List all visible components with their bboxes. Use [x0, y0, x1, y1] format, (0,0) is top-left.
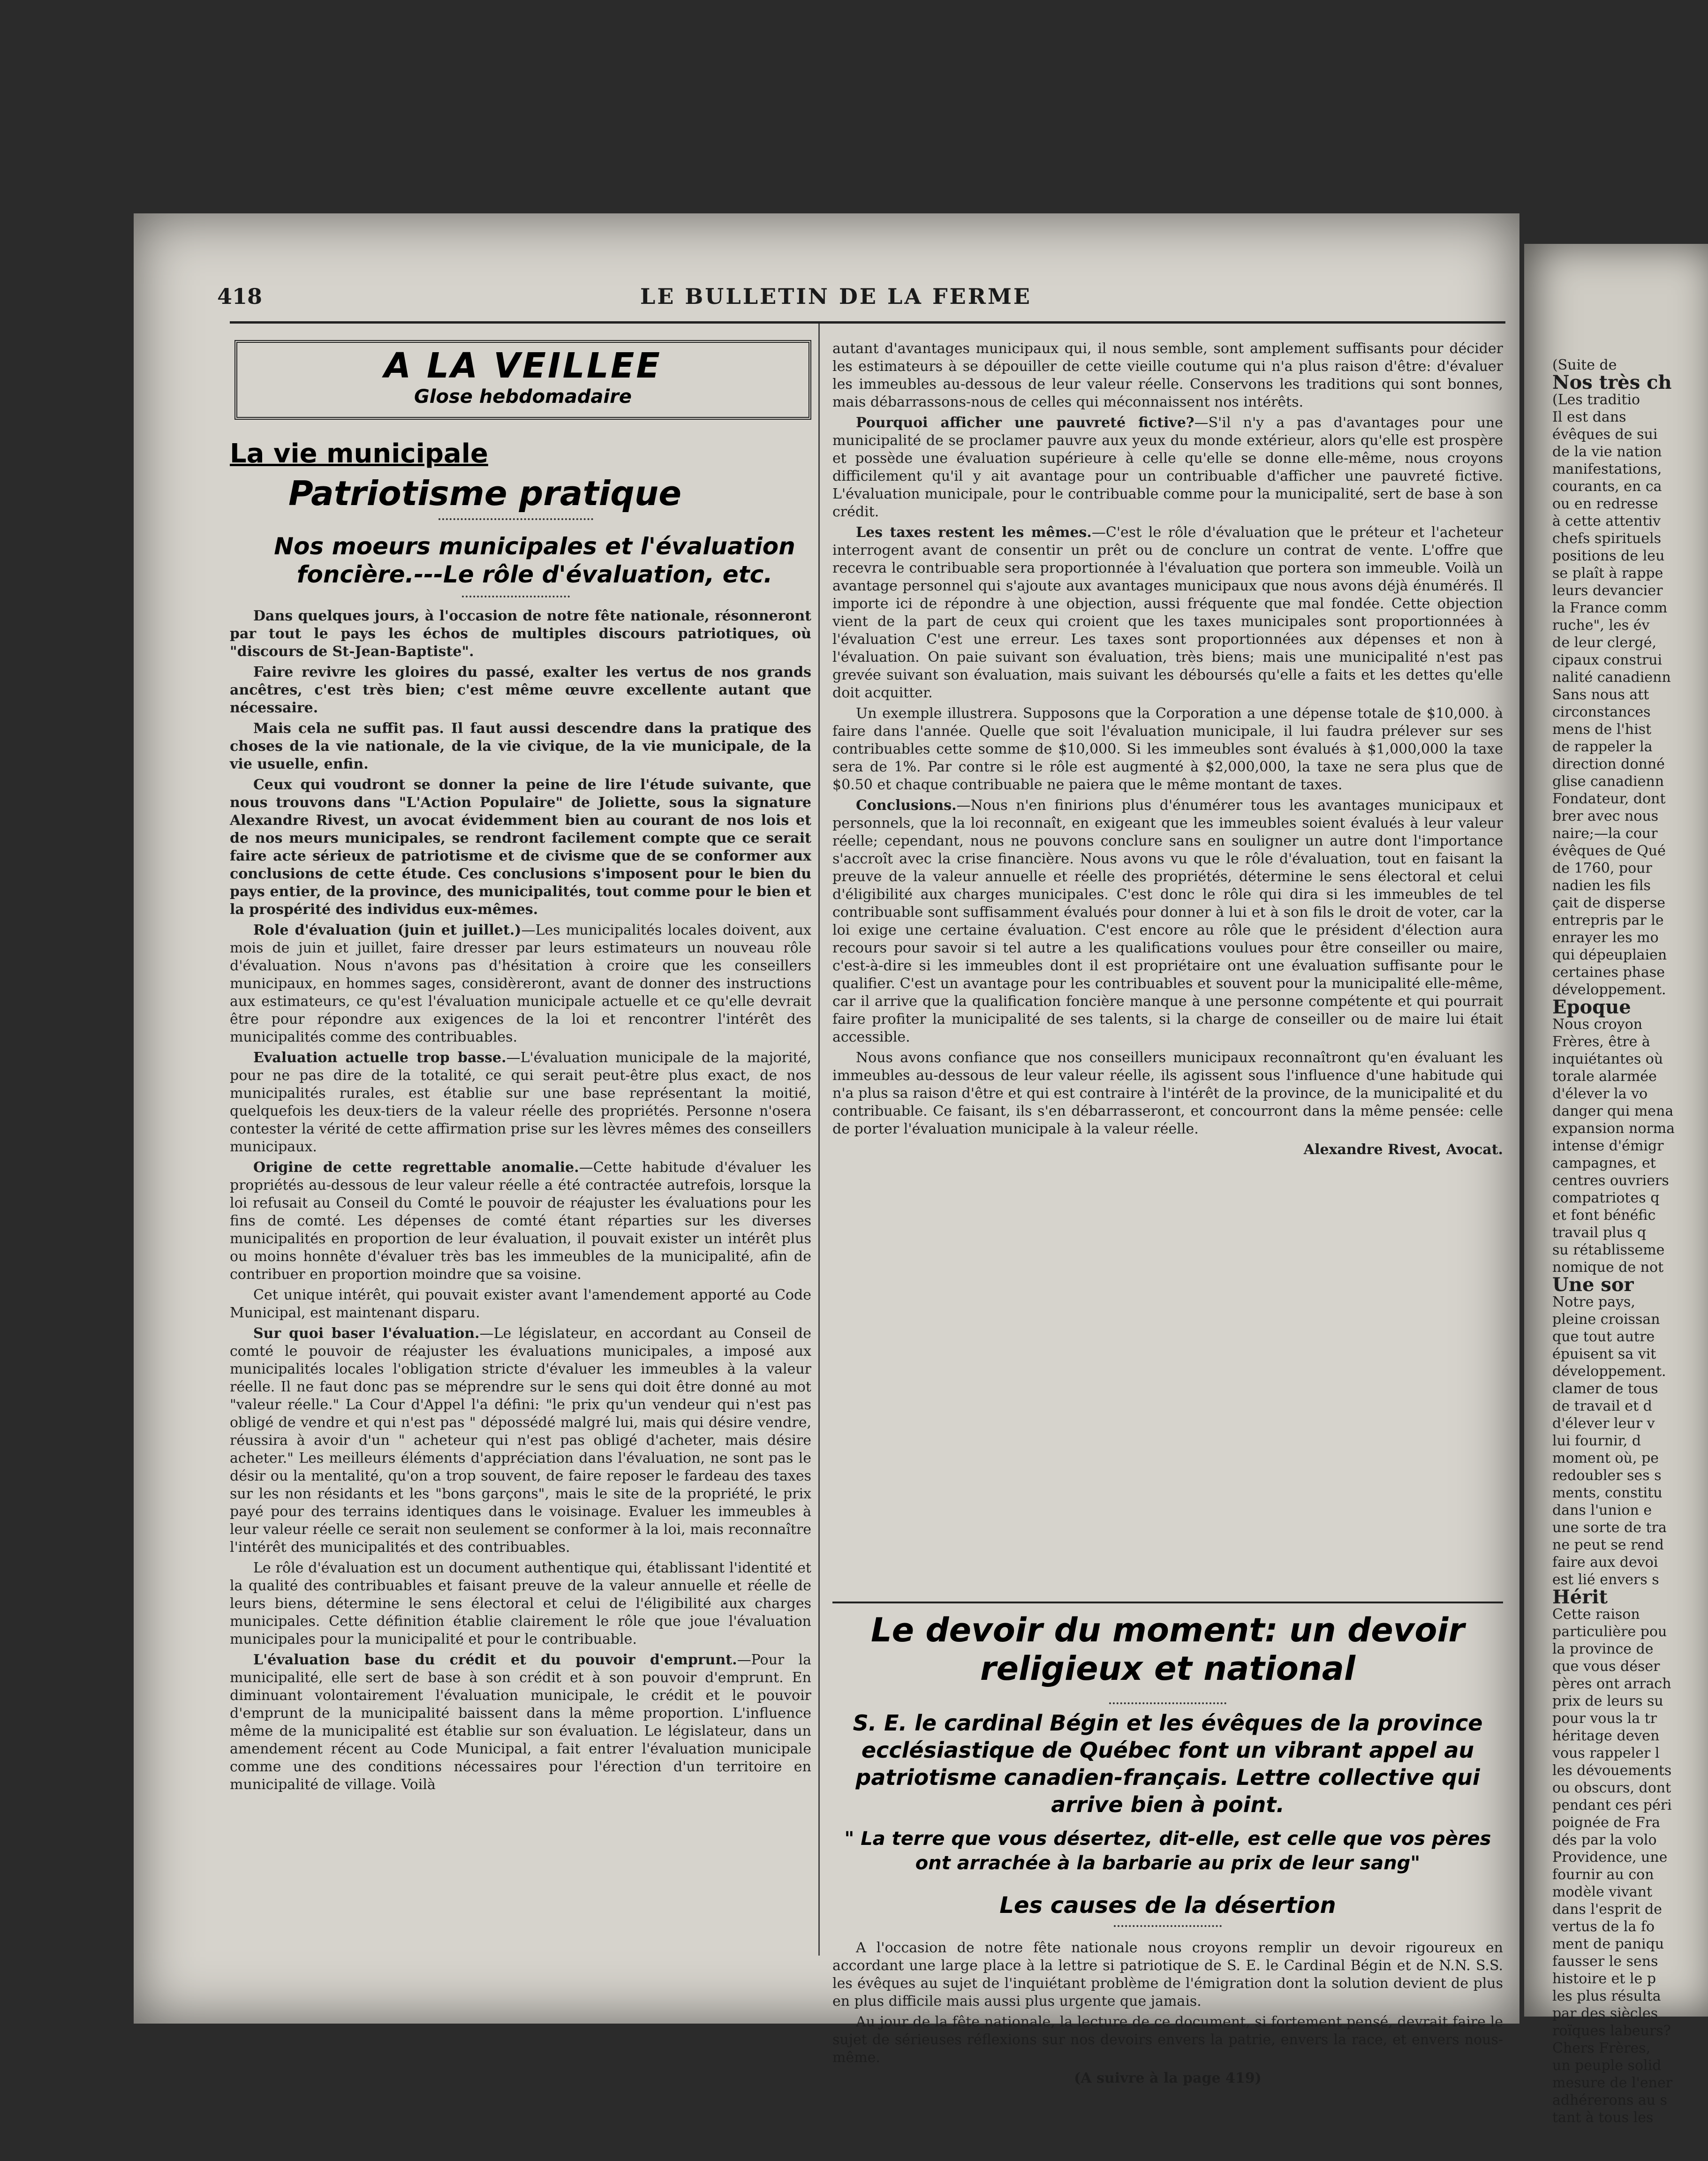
facing-page-line: su rétablisseme — [1552, 1242, 1665, 1258]
ornament-rule — [438, 514, 593, 520]
ornament-rule — [1114, 1920, 1222, 1927]
facing-page-line: mesure de l'ener — [1552, 2075, 1673, 2091]
article2-section: Les causes de la désertion — [999, 1892, 1336, 1919]
facing-page-line: danger qui mena — [1552, 1103, 1674, 1119]
facing-page-line: (Les traditio — [1552, 392, 1640, 408]
paragraph-lead: Origine de cette regrettable anomalie. — [253, 1159, 579, 1176]
facing-page-line: inquiétantes où — [1552, 1051, 1663, 1067]
facing-page-line: Cette raison — [1552, 1606, 1640, 1623]
ornament-rule — [1109, 1698, 1226, 1704]
paragraph-text: —L'évaluation municipale de la majorité, pour ne pas dire de la totalité, ce qui serait peut-être plus exact, de nos municipalités rurales, est établie sur une base représentant la moitié, quelquefois les deux-tiers de la valeur réelle des propriétés. Personne n'osera contester la vérité de cette affirmation prise sur les lèvres mêmes des conseillers municipaux. — [230, 1050, 811, 1155]
facing-page-line: que vous déser — [1552, 1658, 1660, 1675]
facing-page-line: la province de — [1552, 1641, 1654, 1657]
facing-page-line: par des siècles — [1552, 2005, 1658, 2022]
facing-page-line: et font bénéfic — [1552, 1207, 1656, 1224]
facing-page-line: campagnes, et — [1552, 1155, 1656, 1171]
facing-page-line: Une sor — [1552, 1274, 1634, 1296]
facing-page-line: épuisent sa vit — [1552, 1346, 1656, 1362]
paragraph-text: —Nous n'en finirions plus d'énumérer tous les avantages municipaux et personnels, que la loi reconnaît, en exigeant que les immeubles soient évalués à leur valeur réelle; cependant, nous ne pouvons conclure sans en souligner un autre dont l'importance s'accroît avec la crise financière. Nous avons vu que le rôle d'évaluation, tout en faisant la preuve de la valeur annuelle et réelle des propriétés, détermine le sens électoral et celui d'éligibilité aux charges municipales. C'est donc le rôle qui dira si les immeubles de tel contribuable sont suffisamment évalués pour donner à lui et à son fils le droit de voter, car la loi exige une certaine évaluation. C'est encore au rôle que le président d'élection aura recours pour savoir si tel autre a les qualifications voulues pour être conseiller ou maire, c'est-à-dire si les immeubles dont il est propriétaire ont une évaluation suffisante pour le qualifier. C'est un avantage pour les contribuables et souvent pour la municipalité elle-même, car il arrive que la qualification foncière manque à une personne compétente et qui pourrait faire profiter la municipalité de ses talents, si la charge de conseiller ou de maire lui était accessible. — [832, 797, 1503, 1045]
facing-page-line: expansion norma — [1552, 1120, 1675, 1137]
facing-page-text — [1552, 356, 1707, 2126]
body-paragraph: A l'occasion de notre fête nationale nous croyons remplir un devoir rigoureux en accordant une large place à la lettre si patriotique de S. E. le Cardinal Bégin et de N.N. S.S. les évêques au sujet de l'inquiétant problème de l'émigration dont la solution devient de plus en plus difficile mais aussi plus urgente que jamais. — [832, 1940, 1503, 2010]
facing-page-line: Fondateur, dont — [1552, 791, 1666, 807]
article2-body — [832, 1939, 1503, 2090]
article-subtitle: Nos moeurs municipales et l'évaluation foncière.---Le rôle d'évaluation, etc. — [274, 533, 795, 588]
paragraph-lead: Evaluation actuelle trop basse. — [253, 1050, 506, 1066]
facing-page-line: dans l'union e — [1552, 1502, 1652, 1519]
body-paragraph — [230, 1559, 811, 1648]
facing-page-line: modèle vivant — [1552, 1884, 1653, 1900]
facing-page-line: évêques de sui — [1552, 426, 1658, 443]
paragraph-text: —Cette habitude d'évaluer les propriétés au-dessous de leur valeur réelle a été contractée autrefois, lorsque la loi refusait au Conseil du Comté le pouvoir de réajuster les évaluations pour les fins de comté. Les dépenses de comté étant réparties sur les diverses municipalités en proportion de leur évaluation, il pouvait exister un intérêt plus ou moins honnête d'évaluer très bas les immeubles de la municipalité, afin de contribuer en proportion moindre que sa voisine. — [230, 1159, 811, 1283]
facing-page-line: glise canadienn — [1552, 773, 1664, 790]
facing-page-line: manifestations, — [1552, 461, 1662, 477]
facing-page-line: de 1760, pour — [1552, 860, 1652, 876]
facing-page-line: courants, en ca — [1552, 478, 1662, 495]
facing-page-line: les dévouements — [1552, 1762, 1672, 1779]
facing-page-line: çait de disperse — [1552, 895, 1666, 911]
column-1 — [230, 607, 811, 1797]
facing-page-line: ne peut se rend — [1552, 1537, 1664, 1553]
facing-page-line: d'élever la vo — [1552, 1086, 1648, 1102]
facing-page-line: redoubler ses s — [1552, 1467, 1662, 1484]
paragraph-text: —Le législateur, en accordant au Conseil de comté le pouvoir de réajuster les évaluations municipales, a imposé aux municipalités locales l'obligation stricte d'évaluer les immeubles à la valeur réelle. Il ne faut donc pas se méprendre sur le sens qui doit être donné au mot "valeur réelle." La Cour d'Appel l'a défini: "le prix qu'un vendeur qui n'est pas obligé de vendre et qui n'est pas " dépossédé malgré lui, mais qui désire vendre, réussira à avoir d'un " acheteur qui n'est pas obligé d'acheter, mais désire acheter." Les meilleurs éléments d'appréciation dans l'évaluation, ne sont pas le désir ou la mentalité, qu'on a trop souvent, de faire reposer le fardeau des taxes sur les non résidants et les "bons garçons", mais le site de la propriété, le prix payé pour des terrains identiques dans le voisinage. Evaluer les immeubles à leur valeur réelle ce serait non seulement se conformer à la loi, mais reconnaître l'intérêt des municipalités et des contribuables. — [230, 1325, 812, 1556]
facing-page-line: chefs spirituels — [1552, 530, 1662, 547]
paragraph-text: Cet unique intérêt, qui pouvait exister avant l'amendement apporté au Code Municipal, est maintenant disparu. — [230, 1287, 811, 1321]
author-signature: Alexandre Rivest, Avocat. — [1303, 1141, 1503, 1158]
facing-page-line: pour vous la tr — [1552, 1710, 1657, 1727]
intro-block — [230, 607, 811, 919]
facing-page-line: héritage deven — [1552, 1728, 1660, 1744]
facing-page-line: circonstances — [1552, 704, 1651, 720]
body-paragraph — [230, 1159, 811, 1284]
facing-page-line: Il est dans — [1552, 409, 1626, 425]
facing-page-line: clamer de tous — [1552, 1381, 1658, 1397]
facing-page-line: intense d'émigr — [1552, 1138, 1664, 1154]
facing-page-line: Chers Frères, — [1552, 2040, 1651, 2056]
column-divider — [818, 324, 820, 1956]
body-paragraph — [832, 414, 1503, 521]
body-paragraph — [832, 524, 1503, 702]
facing-page-line: mens de l'hist — [1552, 721, 1652, 738]
intro-paragraph: Faire revivre les gloires du passé, exalter les vertus de nos grands ancêtres, c'est très bien; c'est même œuvre excellente autant que nécessaire. — [230, 664, 811, 716]
facing-page-line: ou en redresse — [1552, 496, 1658, 512]
facing-page-line: prix de leurs su — [1552, 1693, 1663, 1709]
body-paragraph — [230, 1286, 811, 1322]
paragraph-lead: Les taxes restent les mêmes. — [856, 524, 1092, 541]
body-paragraph: Au jour de la fête nationale, la lecture de ce document, si fortement pensé, devrait faire le sujet de sérieuses réflexions sur nos devoirs envers la patrie, envers la race, et envers nous-même. — [832, 2014, 1503, 2066]
intro-paragraph: Dans quelques jours, à l'occasion de notre fête nationale, résonneront par tout le pays les échos de multiples discours patriotiques, où "discours de St-Jean-Baptiste". — [230, 608, 811, 660]
body-paragraph — [832, 705, 1503, 794]
body-paragraph — [230, 1651, 811, 1794]
facing-page-line: la France comm — [1552, 600, 1668, 616]
body-paragraph — [230, 1325, 811, 1557]
facing-page-line: ruche", les év — [1552, 617, 1650, 634]
facing-page-line: positions de leu — [1552, 548, 1665, 564]
facing-page-line: ments, constitu — [1552, 1485, 1663, 1501]
facing-page-line: pleine croissan — [1552, 1311, 1660, 1328]
facing-page-line: nadien les fils — [1552, 877, 1651, 894]
facing-page-line: direction donné — [1552, 756, 1665, 772]
facing-page-line: poignée de Fra — [1552, 1814, 1660, 1831]
facing-page-line: Notre pays, — [1552, 1294, 1635, 1310]
facing-page-line: Sans nous att — [1552, 687, 1649, 703]
body-paragraph — [230, 1049, 811, 1156]
facing-page-line: Providence, une — [1552, 1849, 1668, 1866]
column-title: A LA VEILLEE — [384, 346, 662, 386]
facing-page-line: se plaît à rappe — [1552, 565, 1663, 582]
facing-page-line: dans l'esprit de — [1552, 1901, 1663, 1918]
facing-page-line: d'élever leur v — [1552, 1415, 1655, 1432]
facing-page-line: nomique de not — [1552, 1259, 1664, 1276]
column-subtitle: Glose hebdomadaire — [414, 386, 632, 408]
newspaper-title: LE BULLETIN DE LA FERME — [640, 284, 1032, 309]
facing-page-line: de la vie nation — [1552, 444, 1662, 460]
facing-page-line: nalité canadienn — [1552, 669, 1671, 686]
paragraph-lead: Pourquoi afficher une pauvreté fictive? — [856, 415, 1194, 431]
facing-page-line: tant à tous les — [1552, 2109, 1654, 2126]
facing-page-line: fournir au con — [1552, 1866, 1654, 1883]
body-paragraph — [832, 797, 1503, 1046]
article2-quote: " La terre que vous désertez, dit-elle, est celle que vos pères ont arrachée à la barbarie au prix de leur sang" — [844, 1828, 1491, 1874]
facing-page-line: Frères, être à — [1552, 1034, 1650, 1050]
facing-page-line: (Suite de — [1552, 357, 1617, 373]
body-paragraph — [230, 922, 811, 1046]
article-rule — [832, 1602, 1503, 1603]
facing-page-line: évêques de Qué — [1552, 843, 1666, 859]
facing-page-line: Epoque — [1552, 996, 1631, 1018]
facing-page-line: enrayer les mo — [1552, 929, 1659, 946]
paragraph-text: Le rôle d'évaluation est un document authentique qui, établissant l'identité et la qualité des contribuables et faisant preuve de la valeur annuelle et réelle de leurs biens, détermine le sens électoral et celui de l'éligibilité aux charges municipales. Cette définition établie clairement le rôle que joue l'évaluation municipales pour la municipalité et pour le contribuable. — [230, 1560, 811, 1647]
intro-paragraph: Mais cela ne suffit pas. Il faut aussi descendre dans la pratique des choses de la vie nationale, de la vie civique, de la vie municipale, de la vie usuelle, enfin. — [230, 720, 811, 772]
paragraph-text: —Les municipalités locales doivent, aux mois de juin et juillet, faire dresser par leurs estimateurs un nouveau rôle d'évaluation. Nous n'avons pas d'hésitation à croire que les conseillers municipaux, en hommes sages, considèreront, avant de donner des instructions aux estimateurs, ce qu'est l'évaluation municipale actuelle et ce qu'elle devrait être pour répondre aux exigences de la loi et rencontrer l'intérêt des municipalités comme des contribuables. — [230, 922, 811, 1045]
facing-page-line: Nos très ch — [1552, 371, 1672, 393]
paragraph-text: —S'il n'y a pas d'avantages pour une municipalité de se proclamer pauvre aux yeux du monde extérieur, alors qu'elle est prospère et possède une évaluation supérieure à celle qu'elle se donne elle-même, nous croyons difficilement qu'il y ait avantage pour un contribuable d'afficher une pauvreté fictive. L'évaluation municipale, pour le contribuable comme pour la municipalité, sert de base à son crédit. — [832, 415, 1503, 520]
paragraph-lead: Conclusions. — [856, 797, 957, 814]
facing-page-line: entrepris par le — [1552, 912, 1664, 929]
paragraph-text: Un exemple illustrera. Supposons que la Corporation a une dépense totale de $10,000. à faire dans l'année. Quelle que soit l'évaluation municipale, il lui faudra prélever sur ses contribuables cette somme de $10,000. Si les immeubles sont évalués à $1,000,000 la taxe sera de 1%. Par contre si le rôle est augmenté à $2,000,000, la taxe ne sera plus que de $0.50 et chaque contribuable ne paiera que le même montant de taxes. — [832, 705, 1503, 793]
facing-page-line: un peuple solid — [1552, 2057, 1662, 2074]
facing-page-line: de leur clergé, — [1552, 635, 1657, 651]
column-2 — [832, 340, 1503, 1162]
facing-page-line: fausser le sens — [1552, 1953, 1658, 1970]
facing-page-line: les plus résulta — [1552, 1988, 1661, 2004]
facing-page-line: cipaux construi — [1552, 652, 1663, 668]
facing-page-line: Nous croyon — [1552, 1016, 1643, 1033]
facing-page-line: dés par la volo — [1552, 1832, 1657, 1848]
article2-title: Le devoir du moment: un devoir religieux et national — [871, 1611, 1465, 1688]
newspaper-page — [134, 213, 1519, 2086]
facing-page-line: brer avec nous — [1552, 808, 1659, 824]
page-number: 418 — [217, 284, 263, 309]
facing-page-line: certaines phase — [1552, 964, 1665, 981]
facing-page-line: moment où, pe — [1552, 1450, 1659, 1466]
paragraph-lead: L'évaluation base du crédit et du pouvoir d'emprunt. — [253, 1652, 737, 1668]
facing-page-line: travail plus q — [1552, 1224, 1647, 1241]
facing-page-line: ou obscurs, dont — [1552, 1780, 1671, 1796]
continuation-note: (A suivre à la page 419) — [1074, 2070, 1262, 2086]
facing-page-line: pendant ces péri — [1552, 1797, 1672, 1813]
paragraph-text: —Pour la municipalité, elle sert de base à son crédit et à son pouvoir d'emprunt. En diminuant volontairement l'évaluation municipale, le crédit et le pouvoir d'emprunt de la municipalité baissent dans la même proportion. L'influence même de la municipalité est établie sur son évaluation. Le législateur, dans un amendement récent au Code Municipal, a fait entrer l'évaluation municipale comme une des conditions nécessaires pour l'érection d'un territoire en municipalité de village. Voilà — [230, 1652, 811, 1793]
ornament-rule — [462, 591, 570, 597]
facing-page-line: lui fournir, d — [1552, 1433, 1641, 1449]
facing-page-line: ment de paniqu — [1552, 1936, 1664, 1952]
section-heading: La vie municipale — [230, 438, 488, 469]
facing-page-line: qui dépeuplaien — [1552, 947, 1667, 963]
facing-page-line: adhérerons au s — [1552, 2092, 1668, 2108]
header-rule — [230, 321, 1505, 324]
facing-page-line: que tout autre — [1552, 1329, 1655, 1345]
facing-page-line: histoire et le p — [1552, 1971, 1656, 1987]
column-header-box — [234, 340, 811, 420]
facing-page-line: centres ouvriers — [1552, 1172, 1669, 1189]
intro-paragraph: Ceux qui voudront se donner la peine de lire l'étude suivante, que nous trouvons dans "L'Action Populaire" de Joliette, sous la signature Alexandre Rivest, un avocat évidemment bien au courant de nos lois et de nos meurs municipales, se rendront facilement compte que ce serait faire acte sérieux de patriotisme et de civisme que de se conformer aux conclusions de cette étude. Ces conclusions s'imposent pour le bien du pays entier, de la province, des municipalités, tout comme pour le bien et la prospérité des individus eux-mêmes. — [230, 777, 811, 918]
facing-page-line: est lié envers s — [1552, 1572, 1659, 1588]
facing-page-line: naire;—la cour — [1552, 825, 1658, 842]
facing-page-line: vous rappeler l — [1552, 1745, 1660, 1761]
facing-page-line: de travail et d — [1552, 1398, 1652, 1414]
facing-page — [1524, 244, 1708, 2126]
facing-page-line: développement. — [1552, 1363, 1666, 1380]
facing-page-line: développement. — [1552, 982, 1666, 998]
facing-page-line: de rappeler la — [1552, 739, 1653, 755]
facing-page-line: Hérit — [1552, 1586, 1608, 1608]
paragraph-text: —C'est le rôle d'évaluation que le préteur et l'acheteur interrogent avant de consentir un prêt ou de conclure un contrat de vente. L'offre que recevra le contribuable sera proportionnée à l'évaluation que portera son immeuble. Voilà un avantage personnel qui s'ajoute aux avantages municipaux que nous avons déjà énumérés. Il importe ici de répondre à une objection, aussi fréquente que mal fondée. Cette objection vient de la part de ceux qui croient que les taxes municipales sont proportionnées à l'évaluation C'est une erreur. Les taxes sont proportionnées aux dépenses et non à l'évaluation. On paie suivant son évaluation, très biens; mais une municipalité n'est pas grevée suivant son évaluation, mais suivant les déboursés qu'elle a faits et les dettes qu'elle doit acquitter. — [832, 524, 1503, 701]
facing-page-line: particulière pou — [1552, 1624, 1667, 1640]
facing-page-line: compatriotes q — [1552, 1190, 1660, 1206]
paragraph-lead: Role d'évaluation (juin et juillet.) — [253, 922, 521, 938]
paragraph-text: Nous avons confiance que nos conseillers municipaux reconnaîtront qu'en évaluant les immeubles au-dessous de leur valeur réelle, ils agissent sous l'influence d'une habitude qui n'a plus sa raison d'être et qui est contraire à l'intérêt de la province, de la municipalité et du contribuable. Ce faisant, ils s'en débarrasseront, et concourront dans la même pensée: celle de porter l'évaluation municipale à la valeur réelle. — [832, 1050, 1503, 1137]
paragraph-lead: Sur quoi baser l'évaluation. — [253, 1325, 480, 1342]
body-paragraph — [832, 1049, 1503, 1138]
facing-page-line: à cette attentiv — [1552, 513, 1661, 529]
facing-page-line: leurs devancier — [1552, 582, 1663, 599]
facing-page-line: faire aux devoi — [1552, 1554, 1658, 1571]
facing-page-line: une sorte de tra — [1552, 1519, 1667, 1536]
facing-page-line: roïques labeurs? — [1552, 2023, 1671, 2039]
article-title: Patriotisme pratique — [288, 474, 682, 513]
facing-page-line: torale alarmée — [1552, 1068, 1657, 1085]
article2-subtitle: S. E. le cardinal Bégin et les évêques de la province ecclésiastique de Québec font un vibrant appel au patriotisme canadien-français. Lettre collective qui arrive bien à point. — [853, 1710, 1483, 1817]
facing-page-line: vertus de la fo — [1552, 1919, 1655, 1935]
body-paragraph — [832, 340, 1503, 411]
paragraph-text: autant d'avantages municipaux qui, il nous semble, sont amplement suffisants pour décider les estimateurs à se dépouiller de cette vieille coutume qui n'a plus raison d'être: d'évaluer les immeubles au-dessous de leur valeur réelle. Conservons les traditions qui sont bonnes, mais débarrassons-nous de celles qui méconnaissent nos intérêts. — [832, 340, 1503, 410]
facing-page-line: pères ont arrach — [1552, 1676, 1671, 1692]
